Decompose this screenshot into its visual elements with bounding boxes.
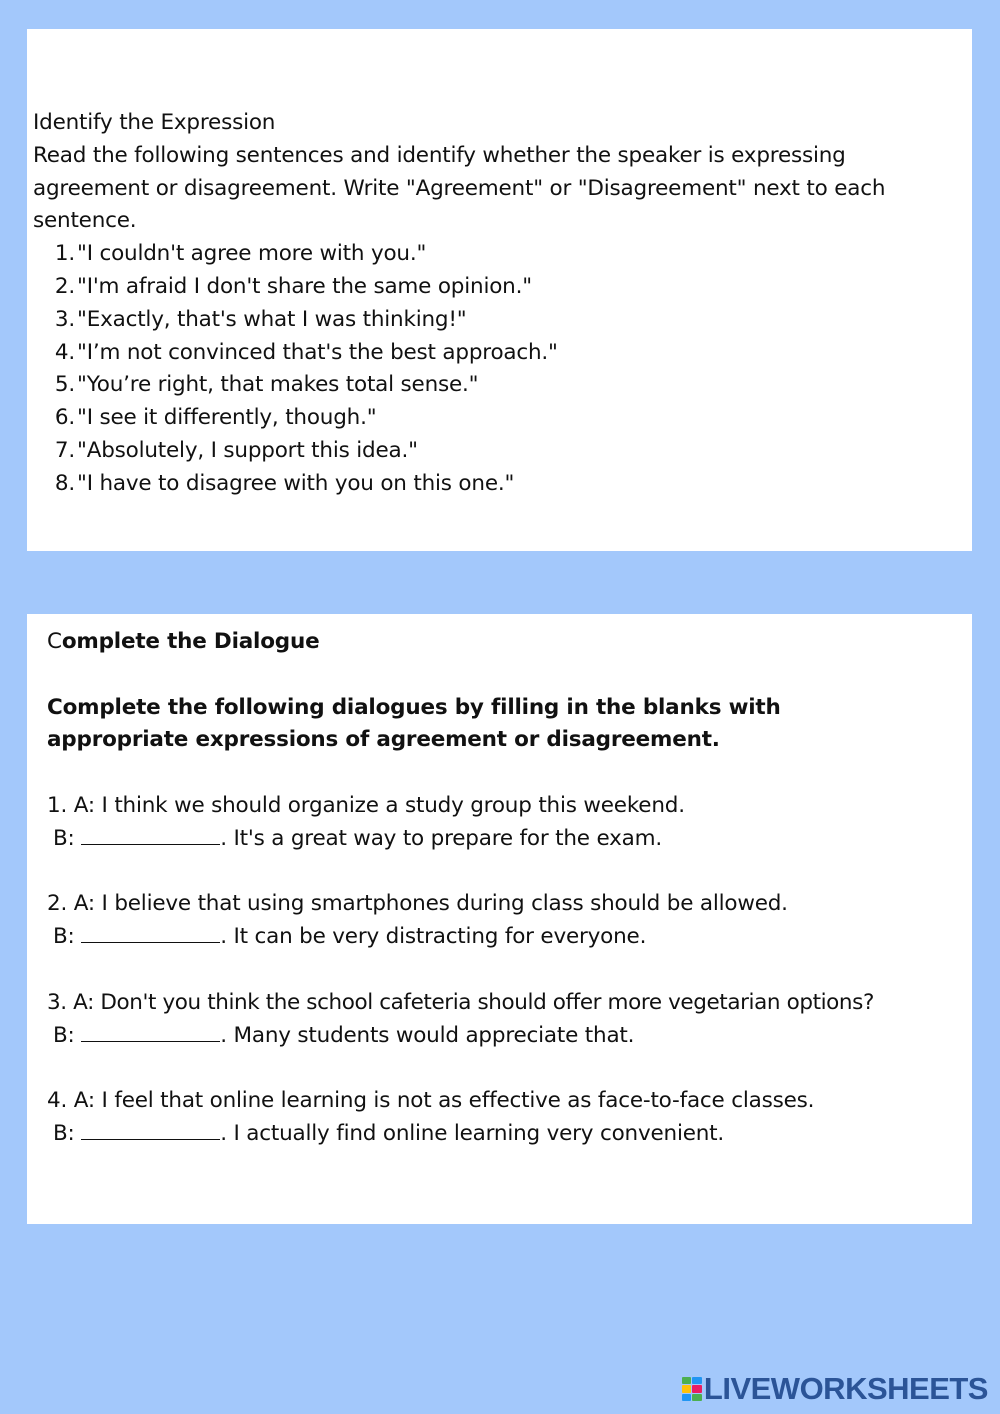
answer-blank[interactable] <box>81 1021 220 1042</box>
dialogue-a-line: 3. A: Don't you think the school cafeteria should offer more vegetarian options? <box>47 989 874 1015</box>
list-item: 3. "Exactly, that's what I was thinking!" <box>54 306 467 332</box>
list-item: 1. "I couldn't agree more with you." <box>54 241 427 267</box>
list-item: 5. "You’re right, that makes total sense." <box>54 372 479 398</box>
list-item: 7. "Absolutely, I support this idea." <box>54 437 418 463</box>
answer-blank[interactable] <box>81 1119 220 1140</box>
section2-instructions: Complete the following dialogues by filling in the blanks with appropriate expressions of agreement or disagreement. <box>47 694 781 753</box>
sentence-list <box>33 238 962 500</box>
list-item: 6. "I see it differently, though." <box>54 405 377 431</box>
section2-title: Complete the Dialogue <box>47 629 320 654</box>
dialogue-b-line: B: . It can be very distracting for everyone. <box>53 924 647 950</box>
list-item: 2. "I'm afraid I don't share the same opinion." <box>54 273 532 299</box>
dialogue-b-line: B: . I actually find online learning very convenient. <box>53 1120 725 1146</box>
dialogue-b-line: B: . It's a great way to prepare for the exam. <box>53 825 662 851</box>
dialogue-a-line: 4. A: I feel that online learning is not as effective as face-to-face classes. <box>47 1088 815 1114</box>
dialogue-a-line: 2. A: I believe that using smartphones during class should be allowed. <box>47 891 788 917</box>
identify-expression-card <box>27 29 972 551</box>
section1-title: Identify the Expression <box>33 110 276 135</box>
section1-instructions: Read the following sentences and identify whether the speaker is expressing agreement or disagreement. Write "Agreement" or "Disagreement" next to each sentence. <box>33 142 886 234</box>
logo-text: LIVEWORKSHEETS <box>703 1371 988 1406</box>
dialogue-a-line: 1. A: I think we should organize a study group this weekend. <box>47 792 685 818</box>
list-item: 4. "I’m not convinced that's the best approach." <box>54 339 558 365</box>
answer-blank[interactable] <box>81 922 220 943</box>
liveworksheets-logo-icon <box>682 1377 702 1401</box>
dialogue-b-line: B: . Many students would appreciate that. <box>53 1022 635 1048</box>
complete-dialogue-card <box>27 614 972 1224</box>
liveworksheets-logo <box>682 1373 988 1405</box>
list-item: 8. "I have to disagree with you on this one." <box>54 470 515 496</box>
answer-blank[interactable] <box>81 824 220 845</box>
